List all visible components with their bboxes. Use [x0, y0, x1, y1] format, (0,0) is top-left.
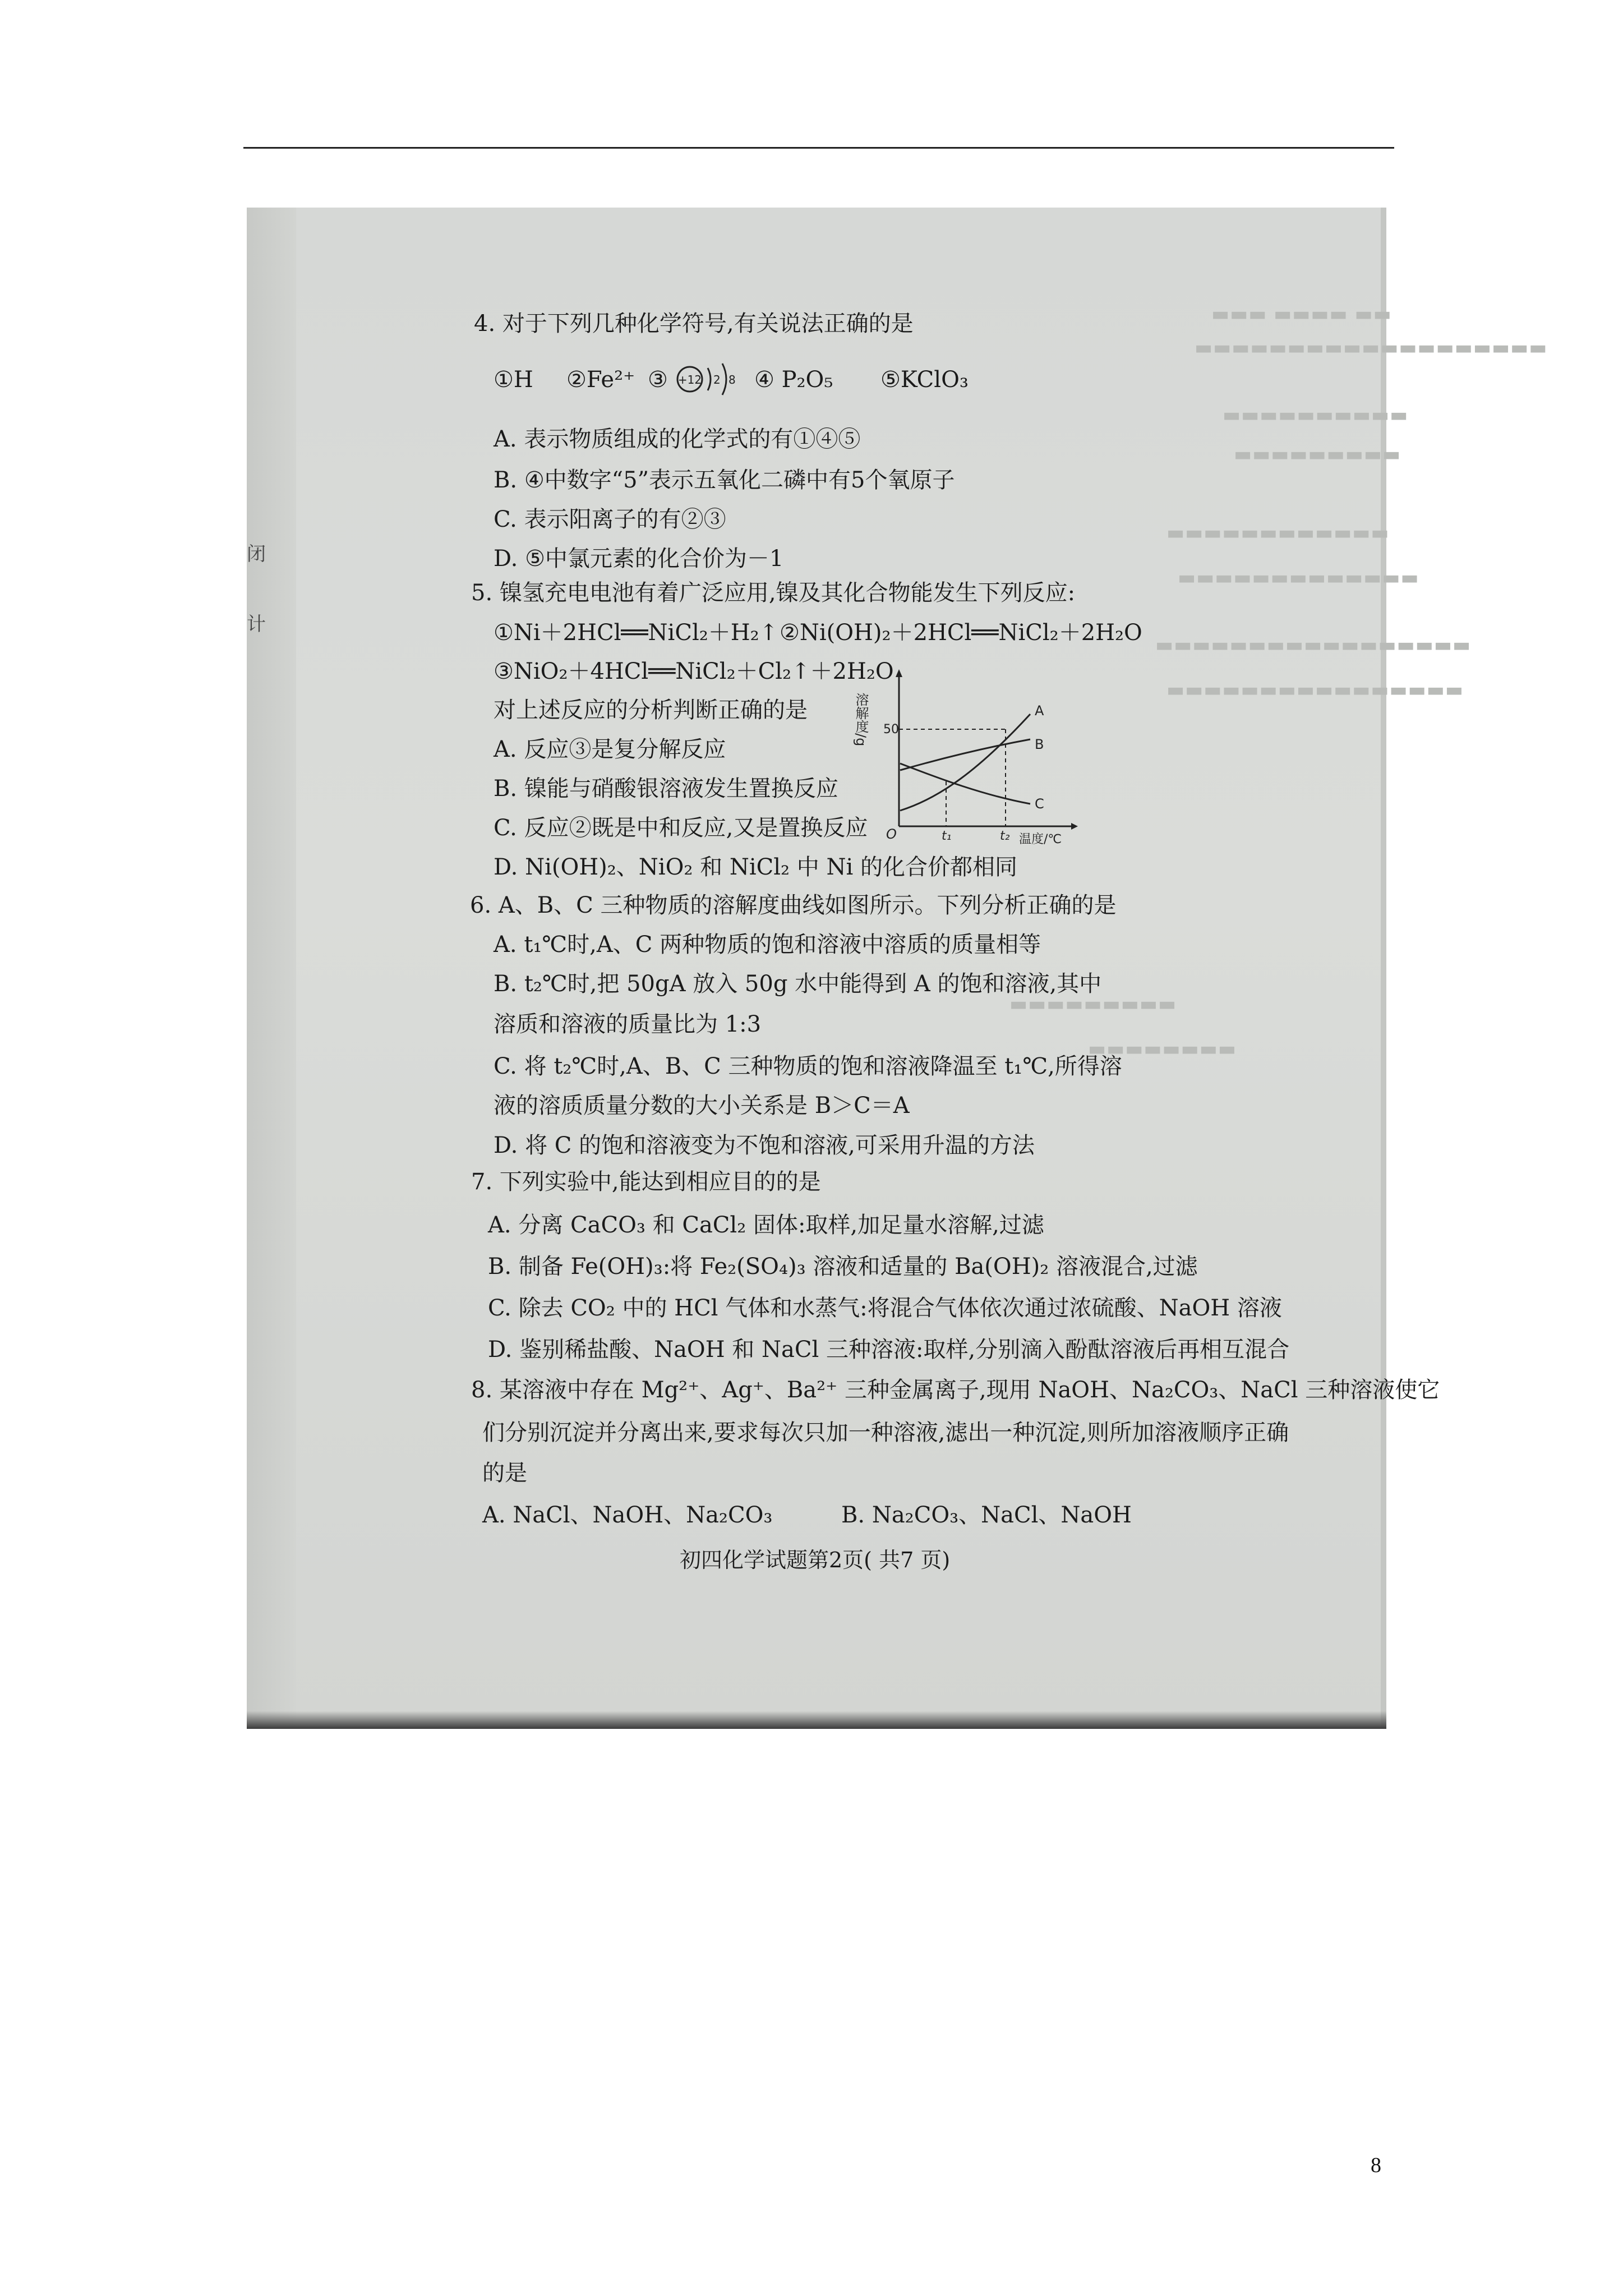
bleed-through: ▬▬▬▬▬▬▬▬▬	[1009, 993, 1177, 1015]
bleed-through: ▬▬▬▬▬▬▬▬▬▬▬▬▬▬▬▬▬▬▬	[1195, 337, 1548, 359]
q6-stem: 6. A、B、C 三种物质的溶解度曲线如图所示。下列分析正确的是	[470, 892, 1117, 918]
q6-option-c: C. 将 t₂℃时,A、B、C 三种物质的饱和溶液降温至 t₁℃,所得溶	[494, 1053, 1122, 1079]
q5-option-a: A. 反应③是复分解反应	[494, 737, 726, 762]
bleed-through: ▬▬▬ ▬▬▬▬ ▬▬	[1211, 303, 1392, 325]
q8-stem-line-2: 们分别沉淀并分离出来,要求每次只加一种溶液,滤出一种沉淀,则所加溶液顺序正确	[482, 1420, 1289, 1446]
q4-symbol-3-label: ③	[648, 367, 668, 393]
y-tick-50: 50	[883, 723, 899, 737]
q7-option-a: A. 分离 CaCO₃ 和 CaCl₂ 固体:取样,加足量水溶解,过滤	[488, 1212, 1044, 1238]
curve-c-label: C	[1035, 796, 1044, 812]
q4-option-a: A. 表示物质组成的化学式的有①④⑤	[494, 426, 861, 452]
q4-option-b: B. ④中数字“5”表示五氧化二磷中有5个氧原子	[494, 467, 955, 493]
q6-option-b: B. t₂℃时,把 50gA 放入 50g 水中能得到 A 的饱和溶液,其中	[494, 971, 1102, 997]
q4-symbol-1: ①H	[494, 367, 533, 393]
curve-a-label: A	[1035, 703, 1044, 719]
gutter-mark: 闭	[247, 543, 266, 565]
solubility-curve-figure	[855, 664, 1080, 849]
q6-option-a: A. t₁℃时,A、C 两种物质的饱和溶液中溶质的质量相等	[494, 932, 1041, 958]
exam-page-footer: 初四化学试题第2页( 共7 页)	[680, 1548, 951, 1572]
curve-c	[900, 763, 1030, 804]
electron-shell-2	[722, 364, 726, 395]
shell-2-count: 8	[728, 373, 736, 386]
q8-stem-line-3: 的是	[482, 1460, 527, 1486]
q8-stem-line-1: 8. 某溶液中存在 Mg²⁺、Ag⁺、Ba²⁺ 三种金属离子,现用 NaOH、Na₂CO₃、NaCl 三种溶液使它	[471, 1377, 1440, 1403]
bleed-through: ▬▬▬▬▬▬▬▬▬▬	[1223, 404, 1409, 426]
curve-a	[900, 714, 1030, 811]
q6-option-b-cont: 溶质和溶液的质量比为 1:3	[494, 1011, 762, 1037]
q8-option-a: A. NaCl、NaOH、Na₂CO₃	[482, 1502, 773, 1528]
q4-stem: 4. 对于下列几种化学符号,有关说法正确的是	[474, 311, 914, 337]
q4-symbol-5: ⑤KClO₃	[880, 367, 969, 393]
y-axis-label: 溶解度/g	[853, 693, 869, 747]
shell-1-count: 2	[713, 373, 721, 386]
q7-option-d: D. 鉴别稀盐酸、NaOH 和 NaCl 三种溶液:取样,分别滴入酚酞溶液后再相互混合	[488, 1337, 1290, 1363]
x-axis-arrow	[1071, 823, 1078, 830]
q6-option-d: D. 将 C 的饱和溶液变为不饱和溶液,可采用升温的方法	[494, 1133, 1035, 1158]
y-axis-arrow	[896, 669, 902, 677]
q5-stem: 5. 镍氢充电电池有着广泛应用,镍及其化合物能发生下列反应:	[471, 580, 1076, 606]
q5-equation-3: ③NiO₂＋4HCl══NiCl₂＋Cl₂↑＋2H₂O	[494, 659, 894, 684]
gutter-mark: 计	[247, 613, 266, 636]
q5-equation-1: ①Ni＋2HCl══NiCl₂＋H₂↑	[494, 620, 778, 646]
ion-structure-diagram	[673, 356, 746, 403]
nucleus-charge: +12	[677, 373, 702, 386]
q5-option-d: D. Ni(OH)₂、NiO₂ 和 NiCl₂ 中 Ni 的化合价都相同	[494, 854, 1018, 880]
bleed-through: ▬▬▬▬▬▬▬▬▬▬▬▬▬▬▬▬	[1166, 679, 1464, 701]
q4-option-d: D. ⑤中氯元素的化合价为－1	[494, 546, 784, 572]
q5-equation-2: ②Ni(OH)₂＋2HCl══NiCl₂＋2H₂O	[780, 620, 1142, 646]
origin-label: O	[886, 826, 897, 842]
q8-option-b: B. Na₂CO₃、NaCl、NaOH	[841, 1502, 1132, 1528]
q7-option-c: C. 除去 CO₂ 中的 HCl 气体和水蒸气:将混合气体依次通过浓硫酸、NaOH 溶液	[488, 1295, 1282, 1321]
bleed-through: ▬▬▬▬▬▬▬▬▬▬▬▬▬▬▬▬▬	[1155, 634, 1472, 656]
electron-shell-1	[708, 368, 711, 390]
q7-stem: 7. 下列实验中,能达到相应目的的是	[471, 1169, 821, 1195]
bleed-through: ▬▬▬▬▬▬▬▬	[1088, 1038, 1237, 1060]
bleed-through: ▬▬▬▬▬▬▬▬▬▬▬▬▬	[1178, 567, 1419, 589]
bleed-through: ▬▬▬▬▬▬▬▬▬▬▬▬	[1166, 522, 1390, 544]
curve-b-label: B	[1035, 737, 1044, 752]
q6-option-c-cont: 液的溶质质量分数的大小关系是 B＞C＝A	[494, 1093, 910, 1119]
q7-option-b: B. 制备 Fe(OH)₃:将 Fe₂(SO₄)₃ 溶液和适量的 Ba(OH)₂ 溶液混合,过滤	[488, 1254, 1198, 1280]
q4-option-c: C. 表示阳离子的有②③	[494, 507, 726, 532]
t1-label: t₁	[942, 829, 952, 843]
q5-lead: 对上述反应的分析判断正确的是	[494, 697, 808, 723]
page-number: 8	[1371, 2154, 1381, 2177]
q5-option-c: C. 反应②既是中和反应,又是置换反应	[494, 815, 868, 841]
bleed-through: ▬▬▬▬▬▬▬▬▬	[1234, 443, 1401, 466]
t2-label: t₂	[1000, 829, 1010, 843]
q4-symbol-2: ②Fe²⁺	[566, 367, 635, 393]
x-axis-label: 温度/℃	[1019, 832, 1062, 846]
curve-b	[900, 739, 1030, 770]
q4-symbol-4: ④ P₂O₅	[754, 367, 833, 393]
q5-option-b: B. 镍能与硝酸银溶液发生置换反应	[494, 776, 838, 802]
